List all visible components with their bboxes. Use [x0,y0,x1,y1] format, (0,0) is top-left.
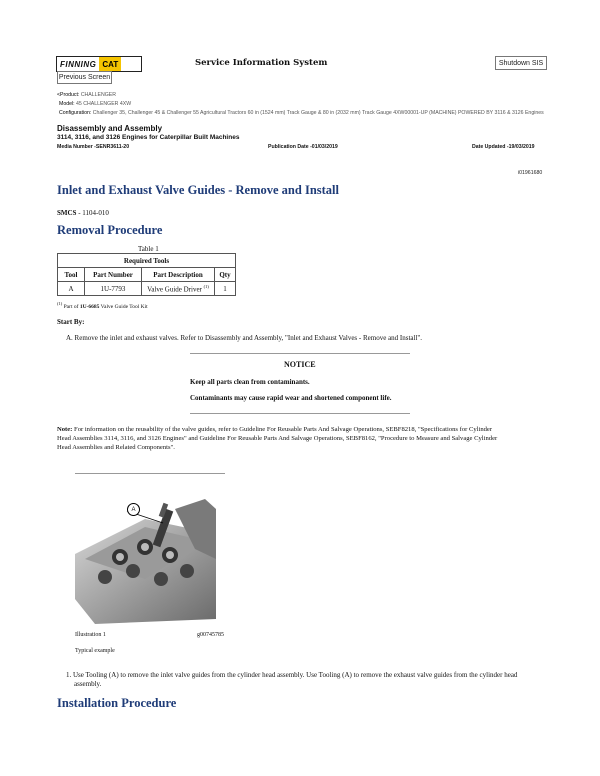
table-row [58,282,236,296]
illustration-caption: Typical example [75,648,115,654]
product-link[interactable]: CHALLENGER [80,92,116,98]
notice-title: NOTICE [284,360,316,369]
product-line [57,92,116,98]
removal-heading: Removal Procedure [57,223,163,237]
model-value: 45 CHALLENGER 4XW [76,101,132,107]
doc-id: i01961680 [518,170,543,176]
notice-line-2: Contaminants may cause rapid wear and shortened component life. [190,394,392,402]
section-heading: Disassembly and Assembly [57,124,163,133]
smcs-line [57,209,109,217]
footnote-part: 1U-6685 [79,303,100,310]
start-by-label: Start By: [57,318,85,326]
note-text-1: For information on the reusability of the valve guides, refer to Guideline For Reusable Parts And Salvage Operations, SEBF8218, "Specifications for Cylinder [72,426,493,433]
footnote-mark: (1) [57,301,63,306]
cell-qty: 1 [215,282,236,296]
cell-part: 1U-7793 [85,282,142,296]
configuration-line [59,110,545,116]
col-part-number: Part Number [85,268,142,282]
logo-text: FINNING [60,59,97,69]
media-number: Media Number -SENR3611-20 [57,144,130,150]
table-caption: Table 1 [138,245,159,253]
product-label: <Product: [57,92,80,98]
doc-subtitle: 3114, 3116, and 3126 Engines for Caterpillar Built Machines [57,134,240,141]
illustration-id: g00745785 [197,632,224,638]
note-line-2: Head Assemblies 3114, 3116, and 3126 Engines" and Guideline For Reusable Parts And Salvage Operations, SEBF8162, "Procedure to Measure and Salvage Cylinder [57,435,498,442]
cylinder-head-illustration [75,499,216,624]
previous-screen-button[interactable]: Previous Screen [57,71,112,84]
required-tools-table [57,253,236,296]
step-1-line-1: 1. Use Tooling (A) to remove the inlet valve guides from the cylinder head assembly. Use Tooling (A) to remove the exhaust valve guides from the cylinder head [66,671,518,679]
col-part-description: Part Description [142,268,215,282]
illustration-top-rule [75,473,225,474]
notice-top-rule [190,353,410,354]
cell-tool: A [58,282,85,296]
step-1-line-2: assembly. [74,680,102,688]
installation-heading: Installation Procedure [57,696,177,710]
configuration-label: Configuration: [59,110,92,116]
article-title: Inlet and Exhaust Valve Guides - Remove and Install [57,183,340,197]
note-line-3: Head Assemblies and Related Components". [57,444,175,451]
shutdown-button[interactable]: Shutdown SIS [495,56,547,70]
callout-a: A [127,503,140,516]
col-qty: Qty [215,268,236,282]
illustration-label: Illustration 1 [75,632,106,638]
notice-bottom-rule [190,413,410,414]
publication-date: Publication Date -01/03/2019 [268,144,338,150]
table-footnote [57,301,148,310]
footnote-pre: Part of [62,303,80,310]
configuration-value: Challenger 35, Challenger 45 & Challenger 55 Agricultural Tractors 60 in (1524 mm) Track Gauge & 80 in (2032 mm) Track Gauge 4XW00001-UP (MACHINE) POWERED BY 3116 & 3126 Engines [92,110,544,116]
cat-badge: CAT [99,57,121,71]
page-title: Service Information System [195,58,328,68]
finning-cat-logo [56,56,142,72]
note-line-1 [57,426,492,433]
step-a: A. Remove the inlet and exhaust valves. Refer to Disassembly and Assembly, "Inlet and Exhaust Valves - Remove and Install". [66,334,423,342]
model-line [59,101,131,107]
col-tool: Tool [58,268,85,282]
desc-footnote-ref: (1) [203,283,209,289]
notice-line-1: Keep all parts clean from contaminants. [190,378,310,386]
date-updated: Date Updated -19/03/2019 [472,144,535,150]
model-label: Model: [59,101,75,107]
desc-text: Valve Guide Driver [147,285,202,294]
footnote-post: Valve Guide Tool Kit [99,303,148,310]
cell-desc [142,282,215,296]
table-title: Required Tools [58,254,236,268]
smcs-value: - 1104-010 [76,209,109,217]
smcs-label: SMCS [57,209,77,217]
note-label: Note: [57,426,73,433]
